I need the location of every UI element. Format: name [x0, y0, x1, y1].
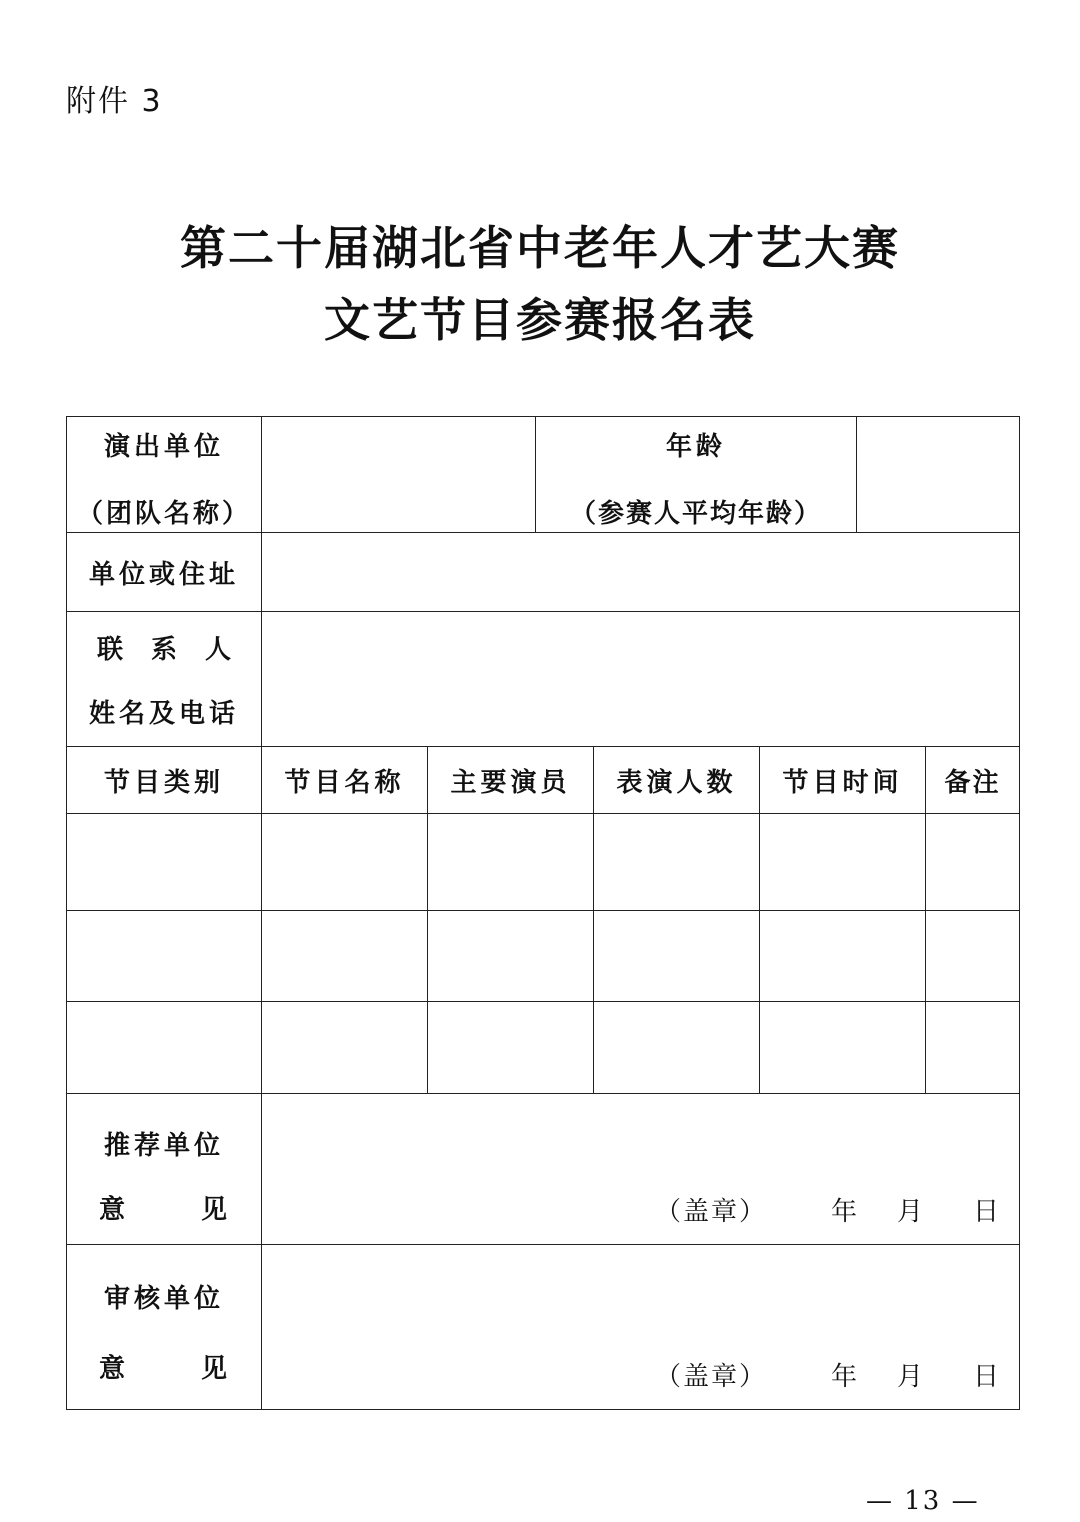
- column-header-duration: 节目时间: [760, 747, 926, 814]
- program-cell[interactable]: [428, 911, 594, 1002]
- program-header-row: [67, 747, 1020, 814]
- program-cell[interactable]: [926, 1002, 1020, 1094]
- performer-unit-label: [67, 417, 262, 533]
- recommend-opinion-field[interactable]: [262, 1094, 1020, 1245]
- program-cell[interactable]: [760, 1002, 926, 1094]
- day-label: 日: [973, 1197, 1002, 1227]
- age-label-line2: （参赛人平均年龄）: [570, 498, 823, 529]
- form-title-line1: 第二十届湖北省中老年人才艺大赛: [180, 221, 900, 275]
- month-label: 月: [897, 1197, 926, 1227]
- program-cell[interactable]: [926, 814, 1020, 911]
- program-cell[interactable]: [67, 911, 262, 1002]
- program-cell[interactable]: [67, 1002, 262, 1094]
- program-cell[interactable]: [262, 911, 428, 1002]
- registration-form-table: [66, 416, 1020, 1410]
- program-cell[interactable]: [428, 1002, 594, 1094]
- stamp-label: （盖章）: [654, 1362, 767, 1392]
- form-title-line2: 文艺节目参赛报名表: [324, 293, 756, 347]
- year-label: 年: [830, 1197, 859, 1227]
- page-number: — 13 —: [866, 1486, 980, 1516]
- program-cell[interactable]: [428, 814, 594, 911]
- recommend-signature-line: [655, 1191, 1001, 1228]
- review-opinion-field[interactable]: [262, 1245, 1020, 1410]
- column-header-remarks: 备注: [926, 747, 1020, 814]
- recommend-row: [67, 1094, 1020, 1245]
- year-label: 年: [830, 1362, 859, 1392]
- recommend-label: [67, 1094, 262, 1245]
- program-row: [67, 814, 1020, 911]
- contact-label-line1: 联 系 人: [97, 634, 235, 665]
- contact-label-line2: 姓名及电话: [88, 698, 239, 729]
- contact-field[interactable]: [262, 612, 1020, 747]
- program-cell[interactable]: [262, 814, 428, 911]
- program-cell[interactable]: [594, 911, 760, 1002]
- performer-unit-field[interactable]: [262, 417, 536, 533]
- stamp-label: （盖章）: [654, 1197, 767, 1227]
- review-label-line2: 意 见: [99, 1353, 231, 1384]
- contact-label: [67, 612, 262, 747]
- attachment-label: 附件 3: [66, 84, 163, 119]
- program-cell[interactable]: [594, 1002, 760, 1094]
- program-cell[interactable]: [760, 911, 926, 1002]
- recommend-label-line1: 推荐单位: [103, 1130, 224, 1161]
- review-signature-line: [655, 1356, 1001, 1393]
- column-header-category: 节目类别: [67, 747, 262, 814]
- program-row: [67, 1002, 1020, 1094]
- performer-unit-label-line2: （团队名称）: [76, 498, 251, 529]
- program-cell[interactable]: [594, 814, 760, 911]
- day-label: 日: [973, 1362, 1002, 1392]
- column-header-performer-count: 表演人数: [594, 747, 760, 814]
- program-cell[interactable]: [262, 1002, 428, 1094]
- review-row: [67, 1245, 1020, 1410]
- age-label: [536, 417, 857, 533]
- month-label: 月: [897, 1362, 926, 1392]
- unit-or-address-field[interactable]: [262, 533, 1020, 612]
- program-row: [67, 911, 1020, 1002]
- review-label: [67, 1245, 262, 1410]
- program-cell[interactable]: [67, 814, 262, 911]
- performer-unit-label-line1: 演出单位: [103, 431, 224, 462]
- program-cell[interactable]: [926, 911, 1020, 1002]
- column-header-name: 节目名称: [262, 747, 428, 814]
- program-cell[interactable]: [760, 814, 926, 911]
- age-label-line1: 年龄: [666, 431, 727, 462]
- performer-unit-row: [67, 417, 1020, 533]
- column-header-main-actors: 主要演员: [428, 747, 594, 814]
- recommend-label-line2: 意 见: [99, 1194, 231, 1225]
- unit-or-address-label: 单位或住址: [67, 533, 262, 612]
- review-label-line1: 审核单位: [103, 1283, 224, 1314]
- contact-row: [67, 612, 1020, 747]
- address-row: [67, 533, 1020, 612]
- age-field[interactable]: [857, 417, 1020, 533]
